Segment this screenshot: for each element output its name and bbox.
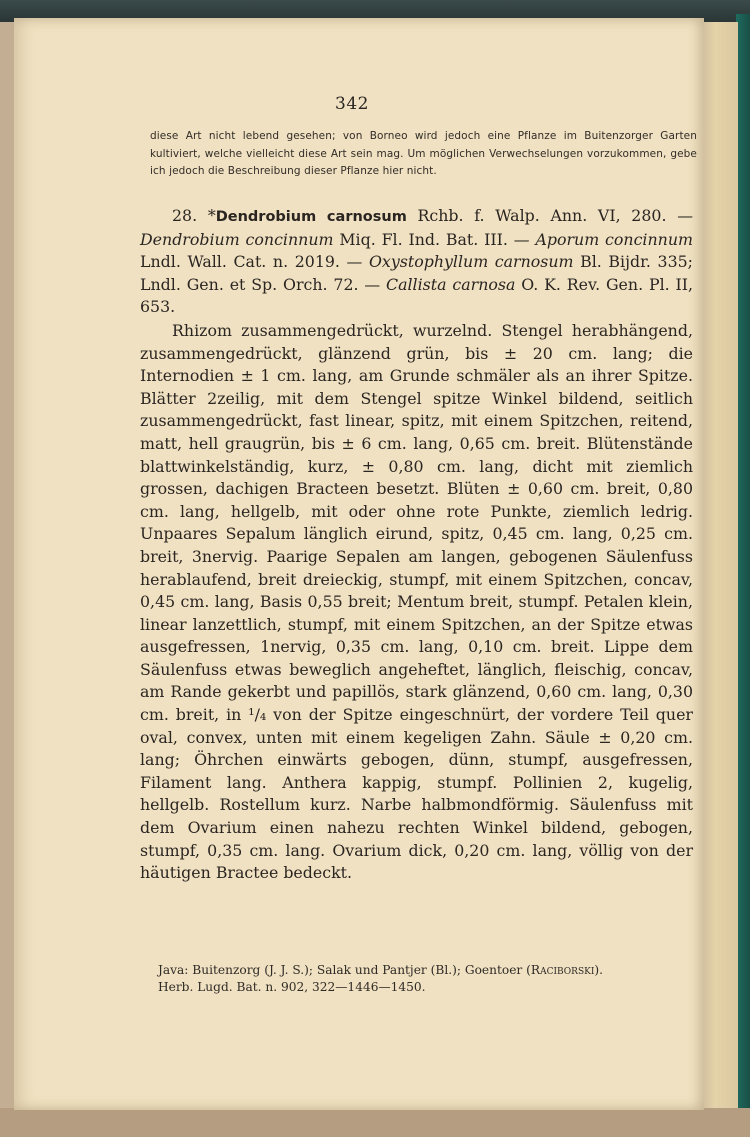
synonym-3-citation: Bl. Bijdr. 335; Lndl. Gen. et Sp. Orch. 72. —: [140, 252, 693, 294]
page-number: 342: [335, 94, 369, 114]
species-entry: [140, 205, 693, 885]
citation: Rchb. f. Walp. Ann. VI, 280. —: [406, 206, 693, 225]
adjacent-page-edge: [700, 22, 738, 1112]
locality-note: [158, 962, 693, 996]
synonym-4-citation: O. K. Rev. Gen. Pl. II, 653.: [140, 274, 693, 317]
synonym-4: Callista carnosa: [386, 274, 516, 294]
entry-number: 28. *: [172, 206, 216, 225]
book-bottom-edge: [0, 1108, 750, 1137]
species-name: Dendrobium carnosum: [215, 209, 407, 225]
entry-heading: [140, 205, 693, 319]
locality-end: ).: [594, 963, 604, 977]
synonym-1-citation: Miq. Fl. Ind. Bat. III. —: [333, 229, 536, 249]
intro-note: diese Art nicht lebend gesehen; von Borneo wird jedoch eine Pflanze im Buitenzorger Garten kultiviert, welche vielleicht diese Art sein mag. Um möglichen Verwechselungen vorzukommen, gebe ich jedoch die Beschreibung dieser Pflanze hier nicht.: [150, 130, 697, 177]
synonym-1: Dendrobium concinnum: [140, 229, 334, 249]
locality-line-2: Herb. Lugd. Bat. n. 902, 322—1446—1450.: [158, 980, 426, 994]
synonym-2: Aporum concinnum: [535, 229, 693, 249]
description: Rhizom zusammengedrückt, wurzelnd. Stengel herabhängend, zusammengedrückt, glänzend grün, bis ± 20 cm. lang; die Internodien ± 1 cm. lang, am Grunde schmäler als an ihrer Spitze. Blätter 2zeilig, mit dem Stengel spitze Winkel bildend, seitlich zusammengedrückt, fast linear, spitz, mit einem Spitzchen, reitend, matt, hell graugrün, bis ± 6 cm. lang, 0,65 cm. breit. Blütenstände blattwinkelständig, kurz, ± 0,80 cm. lang, dicht mit ziemlich grossen, dachigen Bracteen besetzt. Blüten ± 0,60 cm. breit, 0,80 cm. lang, hellgelb, mit oder ohne rote Punkte, ziemlich ledrig. Unpaares Sepalum länglich eirund, spitz, 0,45 cm. lang, 0,25 cm. breit, 3nervig. Paarige Sepalen am langen, gebogenen Säulenfuss herablaufend, breit dreieckig, stumpf, mit einem Spitzchen, concav, 0,45 cm. lang, Basis 0,55 breit; Mentum breit, stumpf. Petalen klein, linear lanzettlich, stumpf, mit einem Spitzchen, an der Spitze etwas ausgefressen, 1nervig, 0,35 cm. lang, 0,10 cm. breit. Lippe dem Säulenfuss etwas beweglich angeheftet, länglich, fleischig, concav, am Rande gekerbt und papillös, stark glänzend, 0,60 cm. lang, 0,30 cm. breit, in ¹/₄ von der Spitze eingeschnürt, der vordere Teil quer oval, convex, unten mit einem kegeligen Zahn. Säule ± 0,20 cm. lang; Öhrchen einwärts gebogen, dünn, stumpf, ausgefressen, Filament lang. Anthera kappig, stumpf. Pollinien 2, kugelig, hellgelb. Rostellum kurz. Narbe halbmondförmig. Säulenfuss mit dem Ovarium einen nahezu rechten Winkel bildend, gebogen, stumpf, 0,35 cm. lang. Ovarium dick, 0,20 cm. lang, völlig von der häutigen Bractee bedeckt.: [140, 320, 693, 883]
locality-line-1: [158, 962, 693, 979]
collector-name: Raciborski: [530, 963, 595, 977]
book-cover-right-edge: [736, 14, 750, 1137]
locality-text: Java: Buitenzorg (J. J. S.); Salak und Pantjer (Bl.); Goentoer (: [158, 963, 531, 977]
synonym-2-citation: Lndl. Wall. Cat. n. 2019. —: [140, 252, 369, 272]
synonym-3: Oxystophyllum carnosum: [368, 252, 574, 272]
